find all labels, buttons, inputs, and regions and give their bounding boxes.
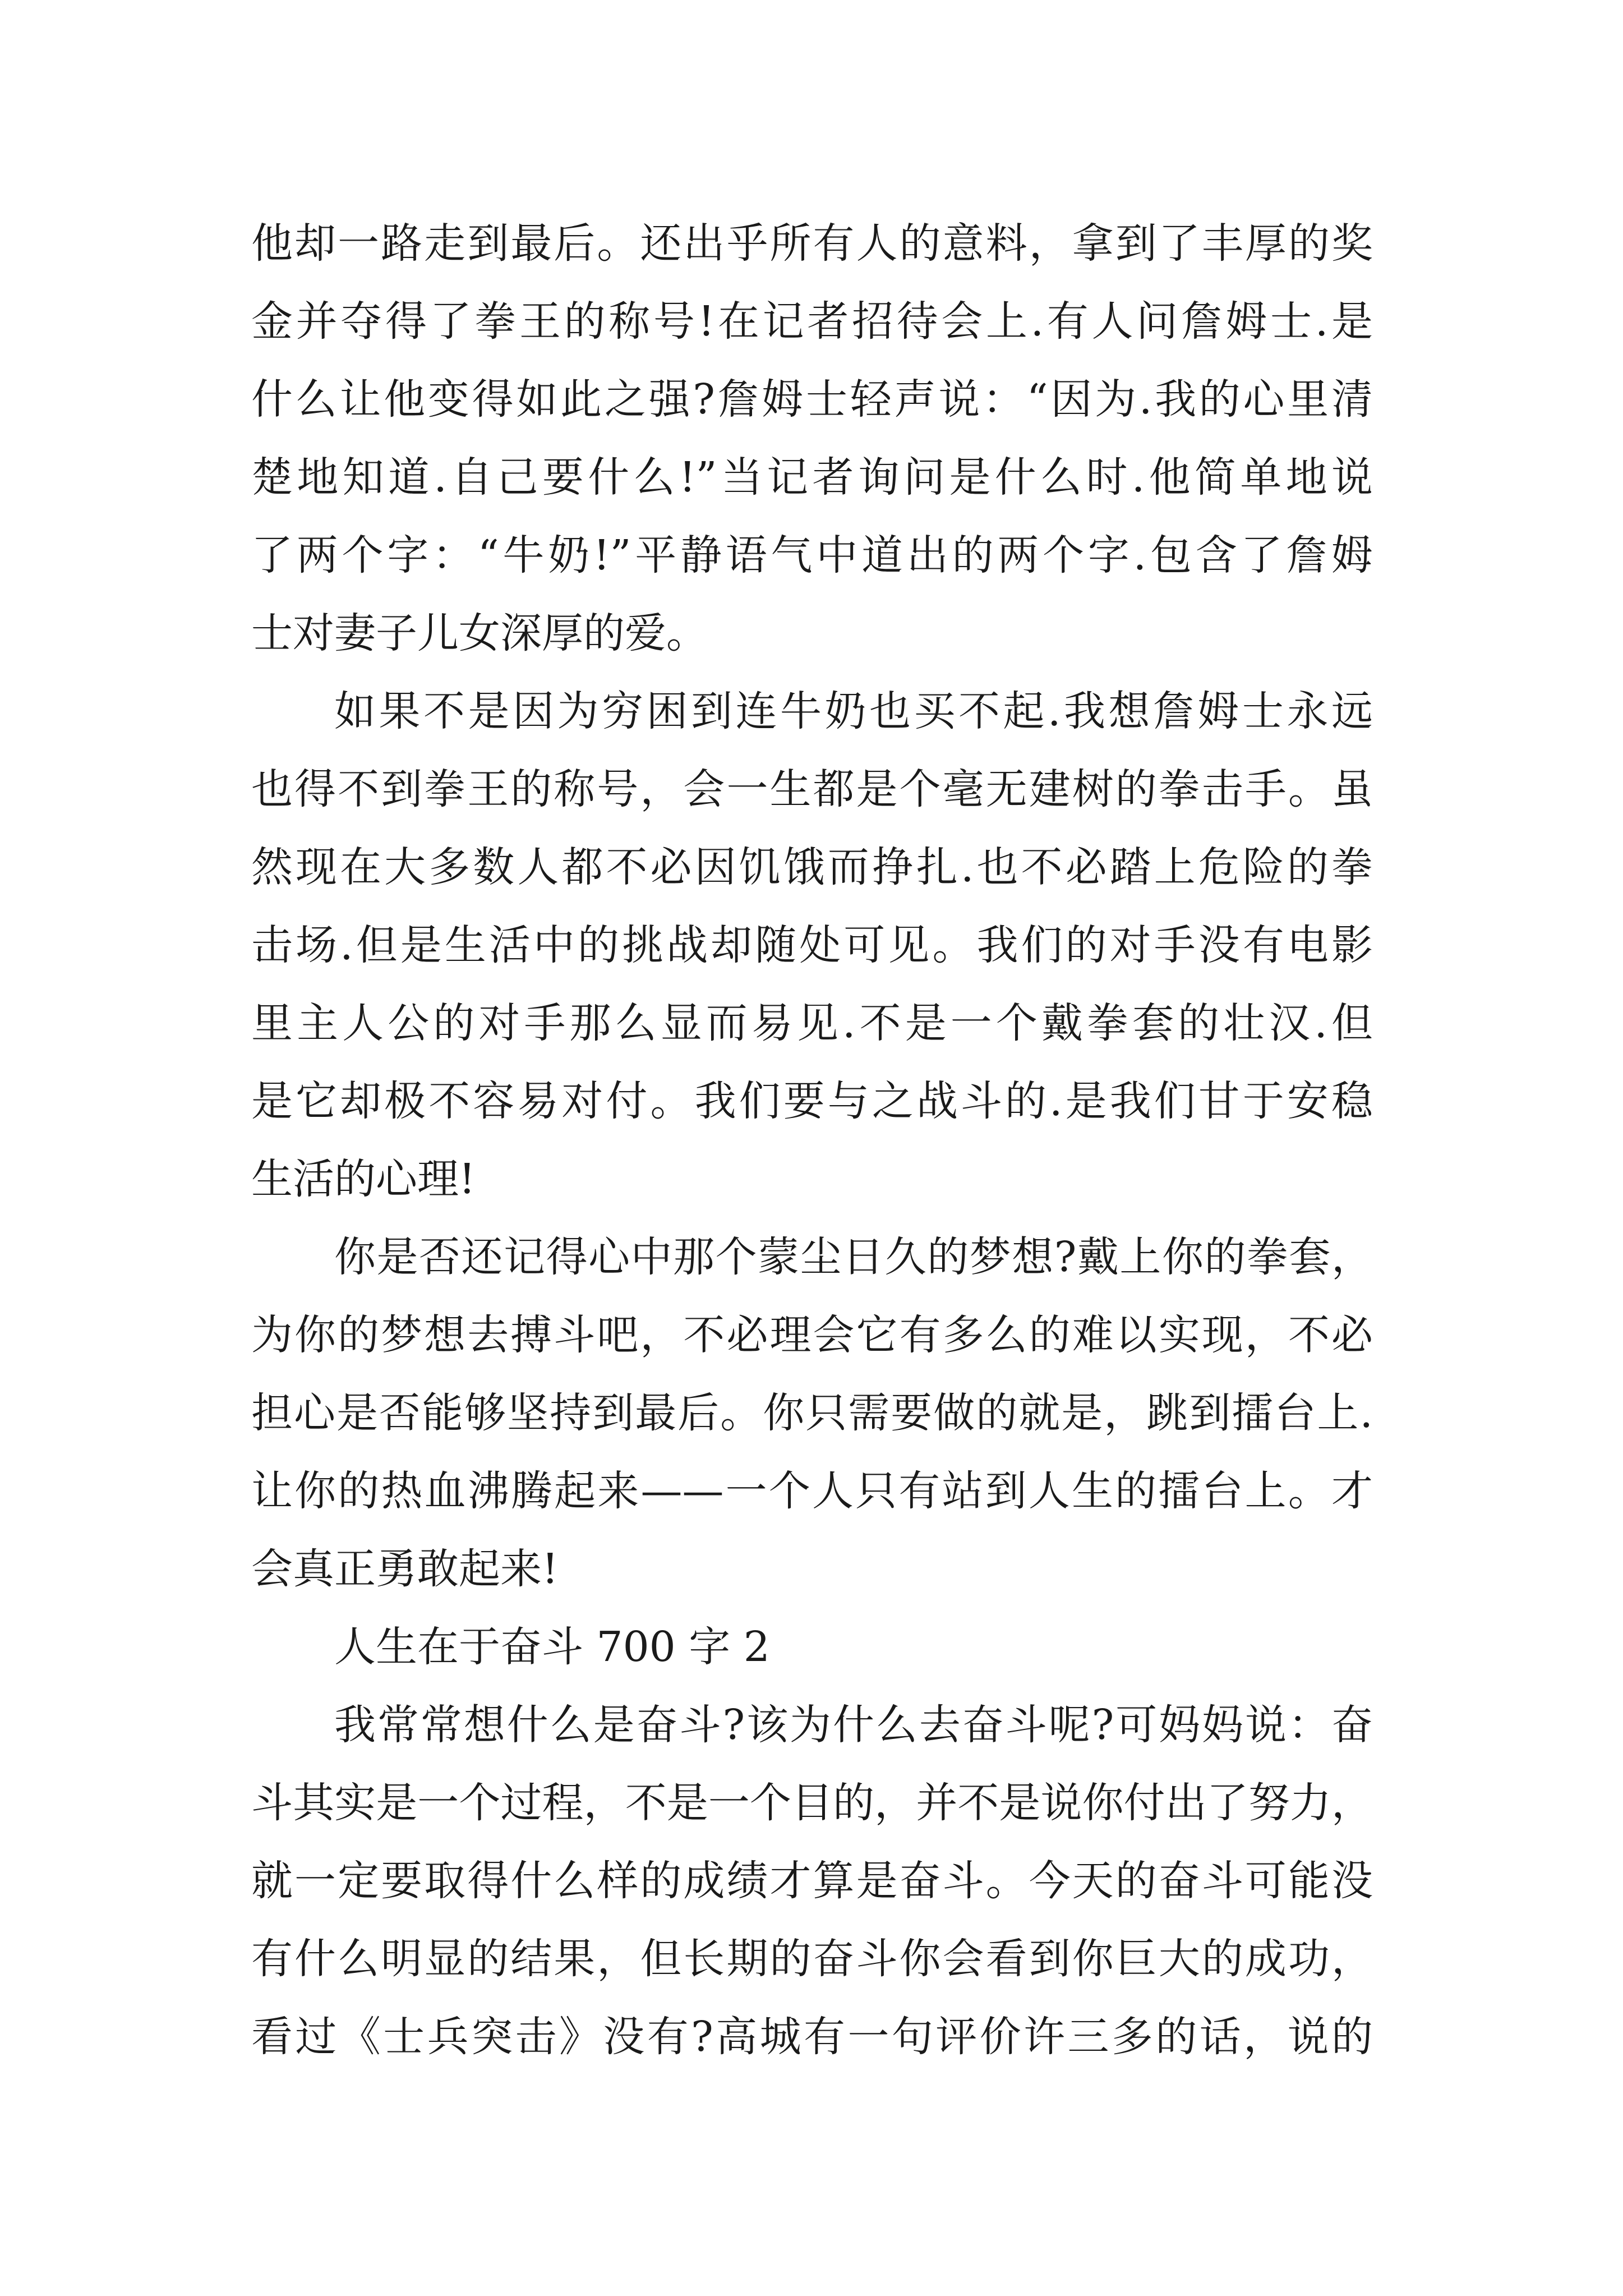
- text-line: 我常常想什么是奋斗?该为什么去奋斗呢?可妈妈说：奋: [334, 1701, 1373, 1749]
- text-line: 看过《士兵突击》没有?高城有一句评价许三多的话，说的: [251, 2013, 1373, 2061]
- text-line: 金并夺得了拳王的称号!在记者招待会上.有人问詹姆士.是: [251, 297, 1373, 346]
- text-line: 你是否还记得心中那个蒙尘日久的梦想?戴上你的拳套，: [334, 1233, 1373, 1281]
- text-line: 击场.但是生活中的挑战却随处可见。我们的对手没有电影: [251, 921, 1373, 969]
- text-line: 会真正勇敢起来!: [251, 1545, 559, 1593]
- text-line: 人生在于奋斗 700 字 2: [334, 1623, 770, 1671]
- body-text: [251, 205, 1373, 2076]
- text-line: 斗其实是一个过程，不是一个目的，并不是说你付出了努力，: [251, 1779, 1373, 1827]
- text-line: 然现在大多数人都不必因饥饿而挣扎.也不必踏上危险的拳: [251, 843, 1373, 891]
- text-line: 楚地知道.自己要什么!”当记者询问是什么时.他简单地说: [251, 453, 1373, 501]
- text-line: 士对妻子儿女深厚的爱。: [251, 609, 708, 657]
- text-line: 什么让他变得如此之强?詹姆士轻声说：“因为.我的心里清: [251, 375, 1373, 424]
- text-line: 如果不是因为穷困到连牛奶也买不起.我想詹姆士永远: [334, 687, 1373, 735]
- text-line: 了两个字：“牛奶!”平静语气中道出的两个字.包含了詹姆: [251, 531, 1373, 579]
- text-line: 有什么明显的结果，但长期的奋斗你会看到你巨大的成功，: [251, 1935, 1373, 1983]
- text-line: 里主人公的对手那么显而易见.不是一个戴拳套的壮汉.但: [251, 999, 1373, 1047]
- text-line: 他却一路走到最后。还出乎所有人的意料，拿到了丰厚的奖: [251, 219, 1373, 268]
- text-line: 是它却极不容易对付。我们要与之战斗的.是我们甘于安稳: [251, 1077, 1373, 1125]
- text-line: 就一定要取得什么样的成绩才算是奋斗。今天的奋斗可能没: [251, 1857, 1373, 1905]
- text-line: 担心是否能够坚持到最后。你只需要做的就是，跳到擂台上.: [251, 1389, 1373, 1437]
- text-line: 也得不到拳王的称号，会一生都是个毫无建树的拳击手。虽: [251, 765, 1373, 813]
- text-line: 生活的心理!: [251, 1155, 476, 1203]
- text-line: 为你的梦想去搏斗吧，不必理会它有多么的难以实现，不必: [251, 1311, 1373, 1359]
- text-line: 让你的热血沸腾起来——一个人只有站到人生的擂台上。才: [251, 1467, 1373, 1515]
